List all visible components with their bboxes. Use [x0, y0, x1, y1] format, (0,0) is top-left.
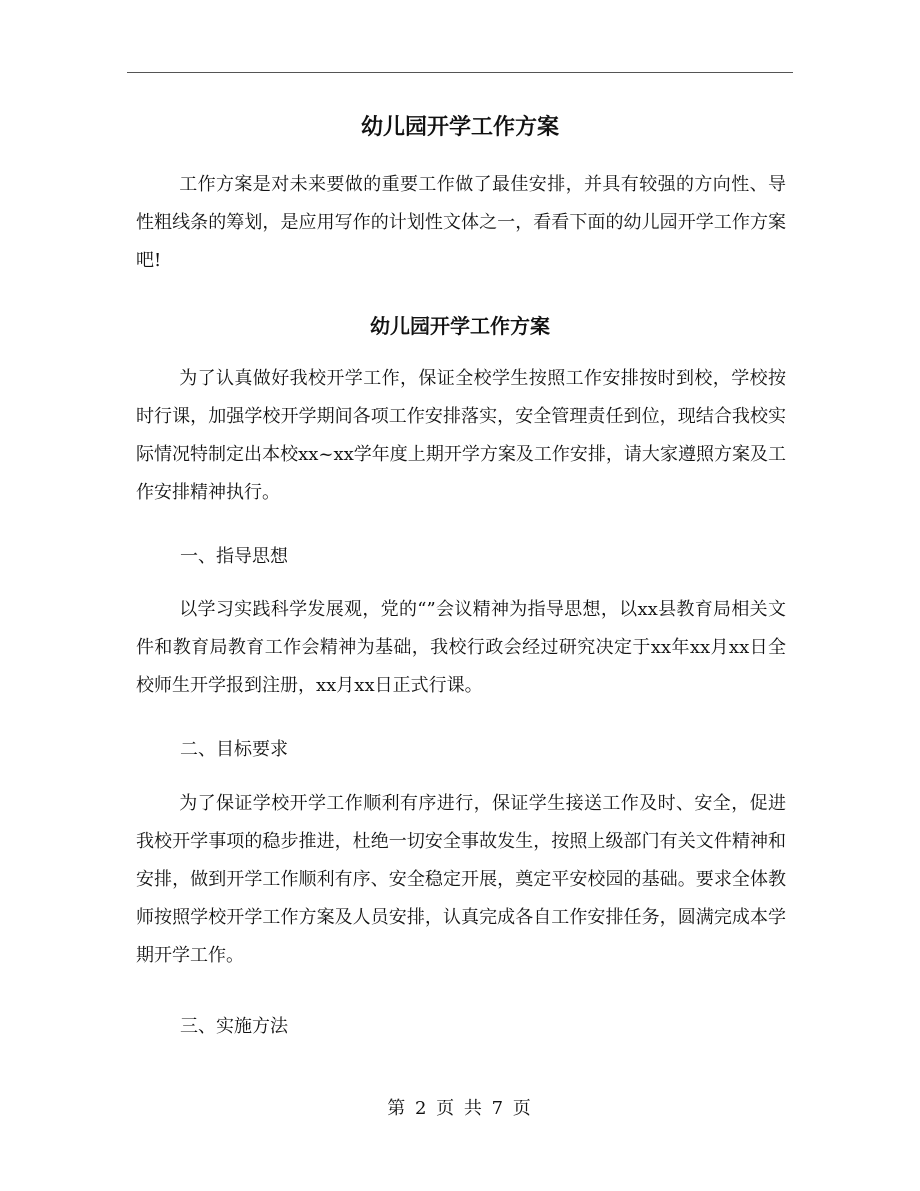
document-title: 幼儿园开学工作方案 — [360, 114, 559, 140]
page-number: 第 2 页 共 7 页 — [387, 1098, 533, 1119]
section-title: 幼儿园开学工作方案 — [370, 314, 550, 338]
header-rule — [127, 72, 793, 73]
paragraph-goals: 为了保证学校开学工作顺利有序进行，保证学生接送工作及时、安全，促进我校开学事项的稳步推进，杜绝一切安全事故发生，按照上级部门有关文件精神和安排，做到开学工作顺利有序、安全稳定开展，奠定平安校园的基础。要求全体教师按照学校开学工作方案及人员安排，认真完成各自工作安排任务，圆满完成本学期开学工作。 — [136, 793, 786, 966]
paragraph-guiding-ideology: 以学习实践科学发展观，党的“”会议精神为指导思想，以xx县教育局相关文件和教育局教育工作会精神为基础，我校行政会经过研究决定于xx年xx月xx日全校师生开学报到注册，xx月xx日正式行课。 — [136, 599, 786, 696]
intro-paragraph: 工作方案是对未来要做的重要工作做了最佳安排，并具有较强的方向性、导性粗线条的筹划，是应用写作的计划性文体之一，看看下面的幼儿园开学工作方案吧! — [136, 174, 786, 271]
heading-goals: 二、目标要求 — [180, 739, 288, 760]
heading-guiding-ideology: 一、指导思想 — [180, 546, 288, 567]
heading-implementation: 三、实施方法 — [180, 1016, 288, 1037]
paragraph-purpose: 为了认真做好我校开学工作，保证全校学生按照工作安排按时到校，学校按时行课，加强学校开学期间各项工作安排落实，安全管理责任到位，现结合我校实际情况特制定出本校xx~xx学年度上期开学方案及工作安排，请大家遵照方案及工作安排精神执行。 — [136, 368, 786, 503]
